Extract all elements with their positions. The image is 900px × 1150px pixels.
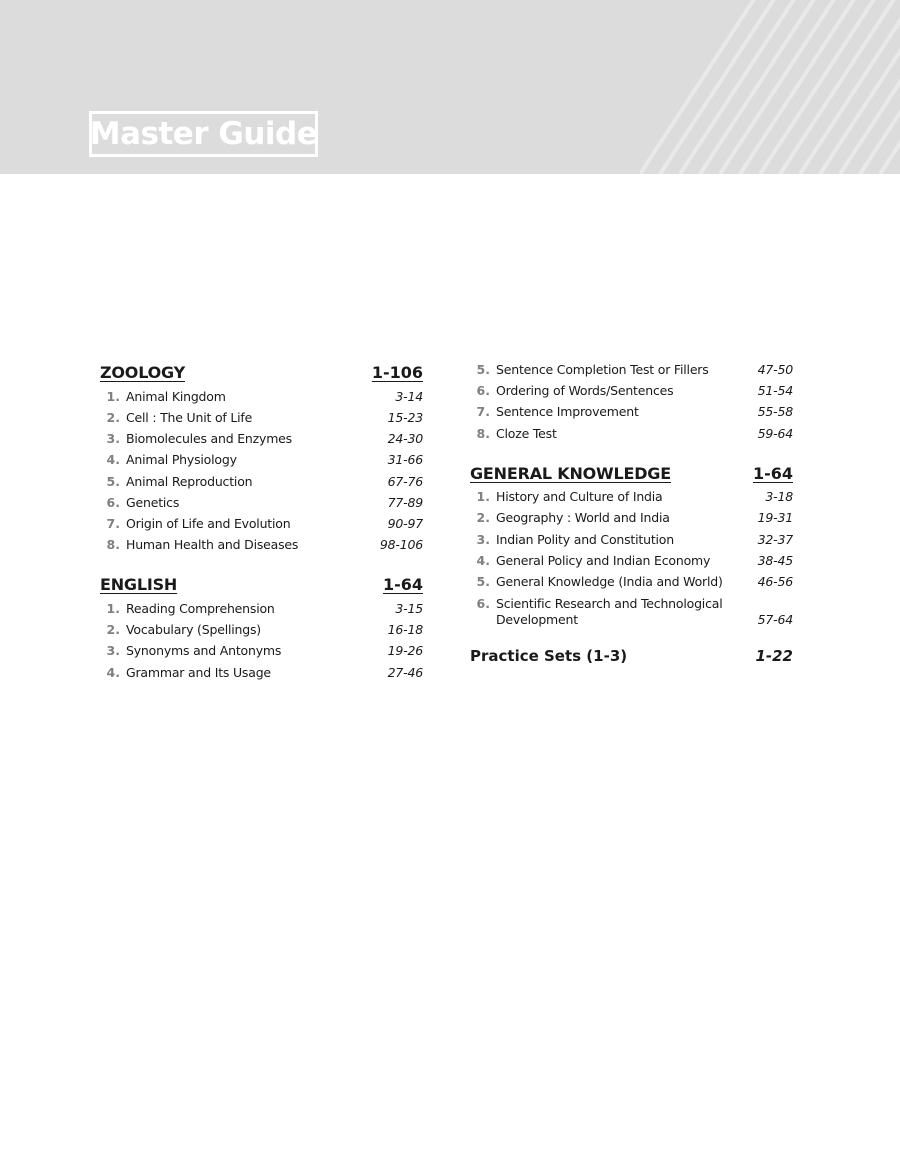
item-pages: 55-58 [757, 404, 793, 419]
item-label: Indian Polity and Constitution [496, 532, 674, 547]
item-number: 8. [106, 537, 120, 552]
item-number: 1. [106, 389, 120, 404]
item-number: 4. [106, 665, 120, 680]
practice-sets-entry [470, 647, 793, 669]
item-pages: 19-26 [387, 643, 423, 658]
item-label: Cloze Test [496, 426, 557, 441]
item-label: Geography : World and India [496, 510, 670, 525]
item-pages: 77-89 [387, 495, 423, 510]
item-number: 8. [476, 426, 490, 441]
item-number: 2. [106, 410, 120, 425]
item-pages: 46-56 [757, 574, 793, 589]
item-label: Origin of Life and Evolution [126, 516, 291, 531]
section-header-zoology [100, 363, 423, 385]
item-number: 6. [476, 596, 490, 611]
item-number: 5. [476, 362, 490, 377]
item-number: 6. [106, 495, 120, 510]
section-title: ENGLISH [100, 575, 178, 594]
item-label: Vocabulary (Spellings) [126, 622, 261, 637]
item-pages: 59-64 [757, 426, 793, 441]
item-number: 1. [106, 601, 120, 616]
item-number: 4. [106, 452, 120, 467]
section-header-english [100, 575, 423, 597]
header-band [0, 0, 900, 174]
section-title: GENERAL KNOWLEDGE [470, 464, 671, 483]
item-pages: 24-30 [387, 431, 423, 446]
item-label: History and Culture of India [496, 489, 663, 504]
item-pages: 98-106 [379, 537, 423, 552]
item-pages: 31-66 [387, 452, 423, 467]
practice-sets-title: Practice Sets (1-3) [470, 647, 628, 665]
section-range: 1-64 [382, 575, 423, 594]
practice-sets-pages: 1-22 [755, 647, 793, 665]
item-label: Synonyms and Antonyms [126, 643, 282, 658]
item-pages: 38-45 [757, 553, 793, 568]
item-pages: 3-14 [395, 389, 423, 404]
item-number: 3. [106, 643, 120, 658]
item-pages: 90-97 [387, 516, 423, 531]
item-label: Animal Physiology [126, 452, 237, 467]
item-label: Cell : The Unit of Life [126, 410, 253, 425]
item-label: Sentence Completion Test or Fillers [496, 362, 709, 377]
item-pages: 47-50 [757, 362, 793, 377]
item-pages: 19-31 [757, 510, 793, 525]
item-pages: 16-18 [387, 622, 423, 637]
toc-item [470, 596, 793, 628]
item-number: 7. [476, 404, 490, 419]
item-pages: 3-15 [395, 601, 423, 616]
item-label: Genetics [126, 495, 180, 510]
section-range: 1-106 [371, 363, 423, 382]
item-number: 3. [106, 431, 120, 446]
item-number: 6. [476, 383, 490, 398]
item-number: 2. [476, 510, 490, 525]
item-label: Animal Reproduction [126, 474, 253, 489]
section-title: ZOOLOGY [100, 363, 185, 382]
item-pages: 51-54 [757, 383, 793, 398]
section-range: 1-64 [752, 464, 793, 483]
item-label: Ordering of Words/Sentences [496, 383, 674, 398]
item-pages: 3-18 [765, 489, 793, 504]
item-label: Reading Comprehension [126, 601, 275, 616]
item-number: 7. [106, 516, 120, 531]
item-pages: 67-76 [387, 474, 423, 489]
logo-text: Master Guide [89, 115, 318, 152]
item-number: 5. [106, 474, 120, 489]
item-label: Biomolecules and Enzymes [126, 431, 292, 446]
item-number: 1. [476, 489, 490, 504]
item-number: 2. [106, 622, 120, 637]
item-label: Grammar and Its Usage [126, 665, 271, 680]
item-number: 3. [476, 532, 490, 547]
item-number: 4. [476, 553, 490, 568]
item-pages: 15-23 [387, 410, 423, 425]
item-label: Human Health and Diseases [126, 537, 299, 552]
item-label: General Knowledge (India and World) [496, 574, 723, 589]
item-pages: 57-64 [757, 612, 793, 627]
item-label: Scientific Research and Technological Development [496, 596, 723, 627]
item-number: 5. [476, 574, 490, 589]
section-header-general-knowledge [470, 464, 793, 486]
item-pages: 32-37 [757, 532, 793, 547]
master-guide-logo [89, 111, 318, 157]
item-label: Sentence Improvement [496, 404, 639, 419]
item-label: General Policy and Indian Economy [496, 553, 711, 568]
item-pages: 27-46 [387, 665, 423, 680]
item-label: Animal Kingdom [126, 389, 226, 404]
